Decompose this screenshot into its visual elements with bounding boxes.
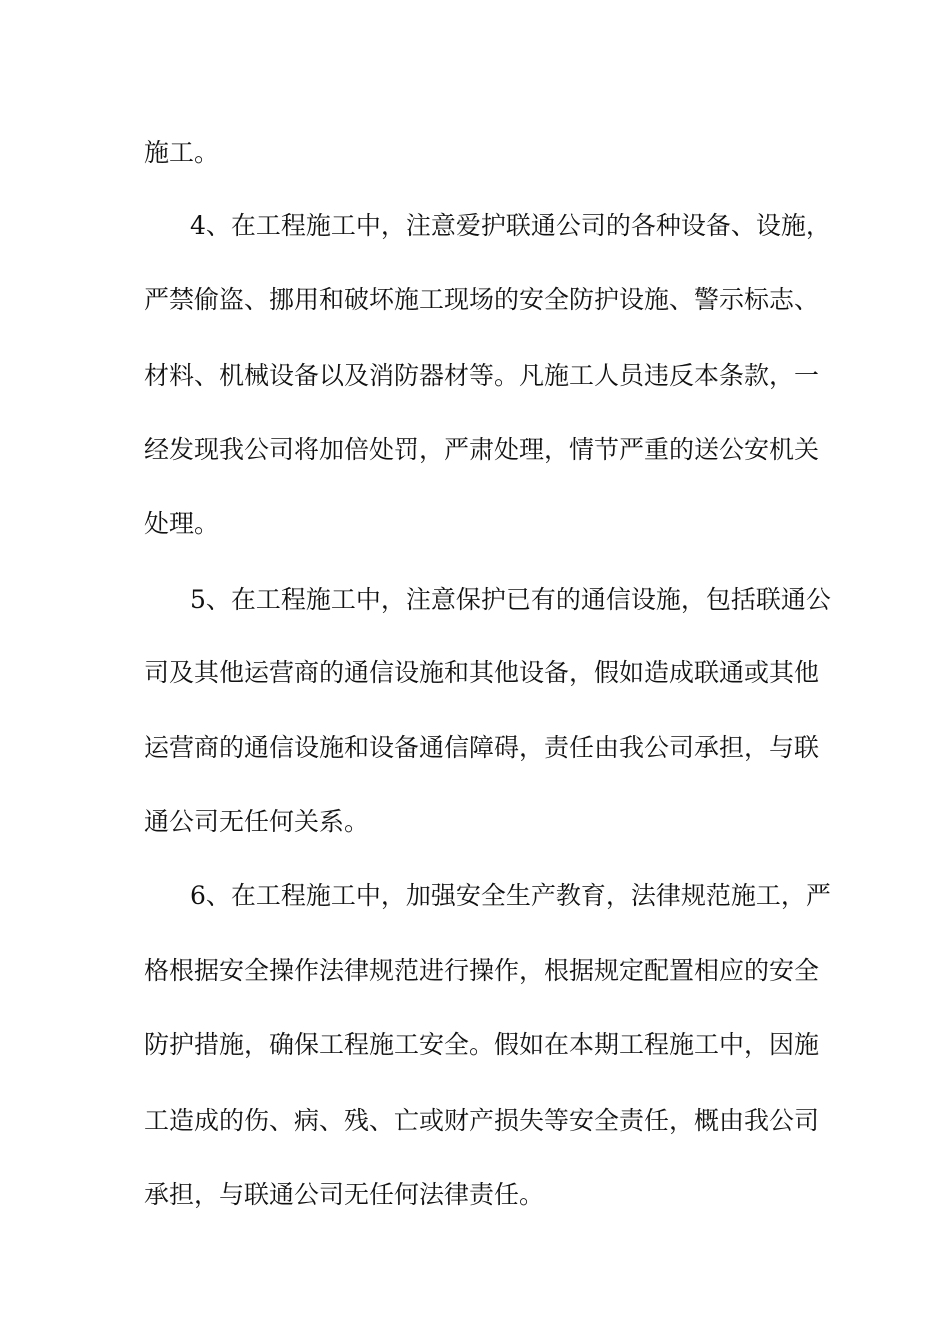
paragraph-5-start: 5、在工程施工中，注意保护已有的通信设施，包括联通公 (190, 585, 831, 614)
text-line: 防护措施，确保工程施工安全。假如在本期工程施工中，因施 (144, 1030, 820, 1059)
paragraph-6-start: 6、在工程施工中，加强安全生产教育，法律规范施工，严 (190, 881, 831, 910)
text-line: 运营商的通信设施和设备通信障碍，责任由我公司承担，与联 (144, 733, 820, 762)
text-line: 经发现我公司将加倍处罚，严肃处理，情节严重的送公安机关 (144, 435, 820, 464)
text-line: 格根据安全操作法律规范进行操作，根据规定配置相应的安全 (144, 956, 820, 985)
text-line: 施工。 (144, 138, 220, 167)
text-line: 工造成的伤、病、残、亡或财产损失等安全责任，概由我公司 (144, 1106, 820, 1135)
paragraph-4-start: 4、在工程施工中，注意爱护联通公司的各种设备、设施， (190, 211, 831, 240)
text-line: 处理。 (144, 509, 220, 538)
text-line: 材料、机械设备以及消防器材等。凡施工人员违反本条款，一 (144, 361, 820, 390)
text-line: 司及其他运营商的通信设施和其他设备，假如造成联通或其他 (144, 658, 820, 687)
text-line: 承担，与联通公司无任何法律责任。 (144, 1180, 545, 1209)
text-line: 严禁偷盗、挪用和破坏施工现场的安全防护设施、警示标志、 (144, 285, 820, 314)
text-line: 通公司无任何关系。 (144, 807, 370, 836)
